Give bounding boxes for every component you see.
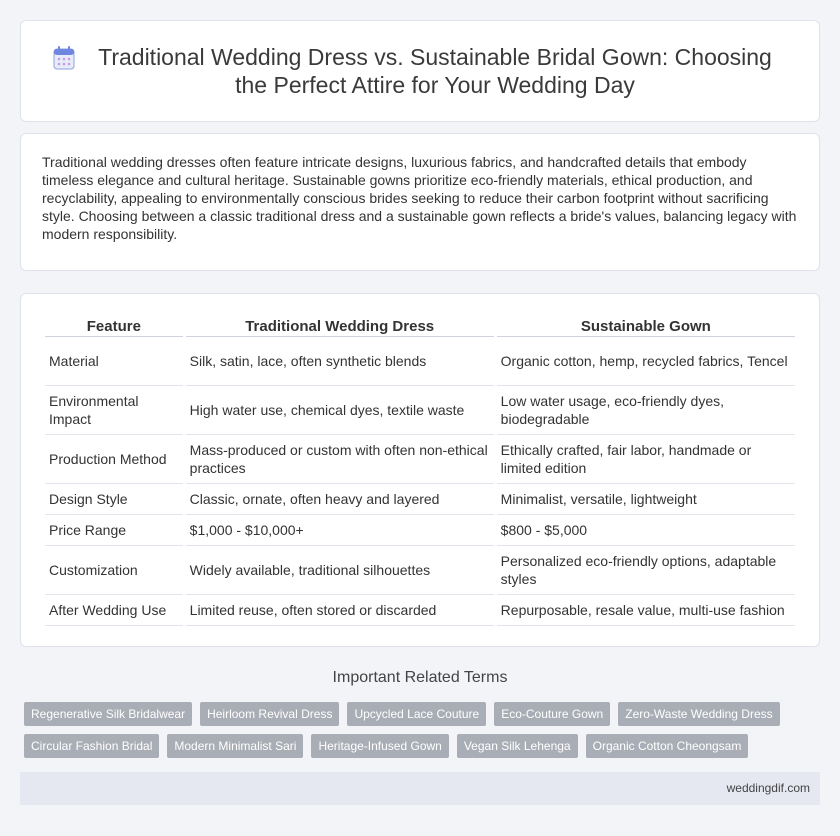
header-feature: Feature <box>45 315 183 337</box>
feature-cell: Customization <box>45 546 183 595</box>
tag-row <box>24 702 816 726</box>
table-row <box>45 386 795 435</box>
feature-cell: Environmental Impact <box>45 386 183 435</box>
header-sustainable: Sustainable Gown <box>497 315 795 337</box>
traditional-cell: $1,000 - $10,000+ <box>186 515 494 546</box>
sustainable-cell: Minimalist, versatile, lightweight <box>497 484 795 515</box>
tag-link[interactable]: Organic Cotton Cheongsam <box>586 734 749 758</box>
tag-link[interactable]: Zero-Waste Wedding Dress <box>618 702 779 726</box>
feature-cell: After Wedding Use <box>45 595 183 626</box>
title-card <box>20 20 820 122</box>
sustainable-cell: Ethically crafted, fair labor, handmade or limited edition <box>497 435 795 484</box>
sustainable-cell: Organic cotton, hemp, recycled fabrics, Tencel <box>497 337 795 386</box>
traditional-cell: Silk, satin, lace, often synthetic blends <box>186 337 494 386</box>
footer <box>20 772 820 805</box>
table-row <box>45 484 795 515</box>
feature-cell: Material <box>45 337 183 386</box>
tag-link[interactable]: Regenerative Silk Bridalwear <box>24 702 192 726</box>
tag-link[interactable]: Vegan Silk Lehenga <box>457 734 578 758</box>
sustainable-cell: Low water usage, eco-friendly dyes, biodegradable <box>497 386 795 435</box>
feature-cell: Production Method <box>45 435 183 484</box>
tag-link[interactable]: Circular Fashion Bridal <box>24 734 159 758</box>
tag-link[interactable]: Heirloom Revival Dress <box>200 702 339 726</box>
table-row <box>45 337 795 386</box>
traditional-cell: Widely available, traditional silhouettes <box>186 546 494 595</box>
sustainable-cell: Personalized eco-friendly options, adaptable styles <box>497 546 795 595</box>
sustainable-cell: Repurposable, resale value, multi-use fashion <box>497 595 795 626</box>
feature-cell: Design Style <box>45 484 183 515</box>
tag-link[interactable]: Modern Minimalist Sari <box>167 734 303 758</box>
table-row <box>45 546 795 595</box>
traditional-cell: Mass-produced or custom with often non-ethical practices <box>186 435 494 484</box>
comparison-table <box>42 315 798 626</box>
traditional-cell: Classic, ornate, often heavy and layered <box>186 484 494 515</box>
intro-paragraph: Traditional wedding dresses often feature intricate designs, luxurious fabrics, and handcrafted details that embody timeless elegance and cultural heritage. Sustainable gowns prioritize eco-friendly materials, ethical production, and recyclability, appealing to environmentally conscious brides seeking to reduce their carbon footprint without sacrificing style. Choosing between a classic traditional dress and a sustainable gown reflects a bride's values, balancing legacy with modern responsibility. <box>42 154 797 242</box>
page-title: Traditional Wedding Dress vs. Sustainable Bridal Gown: Choosing the Perfect Attire for Your Wedding Day <box>98 44 772 98</box>
table-row <box>45 515 795 546</box>
traditional-cell: High water use, chemical dyes, textile waste <box>186 386 494 435</box>
tag-row <box>24 734 816 758</box>
header-traditional: Traditional Wedding Dress <box>186 315 494 337</box>
table-row <box>45 595 795 626</box>
feature-cell: Price Range <box>45 515 183 546</box>
tag-link[interactable]: Heritage-Infused Gown <box>311 734 448 758</box>
sustainable-cell: $800 - $5,000 <box>497 515 795 546</box>
tag-link[interactable]: Eco-Couture Gown <box>494 702 610 726</box>
traditional-cell: Limited reuse, often stored or discarded <box>186 595 494 626</box>
footer-site[interactable]: weddingdif.com <box>726 781 810 795</box>
comparison-card <box>20 293 820 647</box>
table-row <box>45 435 795 484</box>
tag-link[interactable]: Upcycled Lace Couture <box>347 702 486 726</box>
intro-card <box>20 133 820 271</box>
related-terms-list <box>24 702 816 766</box>
related-terms-title: Important Related Terms <box>332 669 508 686</box>
